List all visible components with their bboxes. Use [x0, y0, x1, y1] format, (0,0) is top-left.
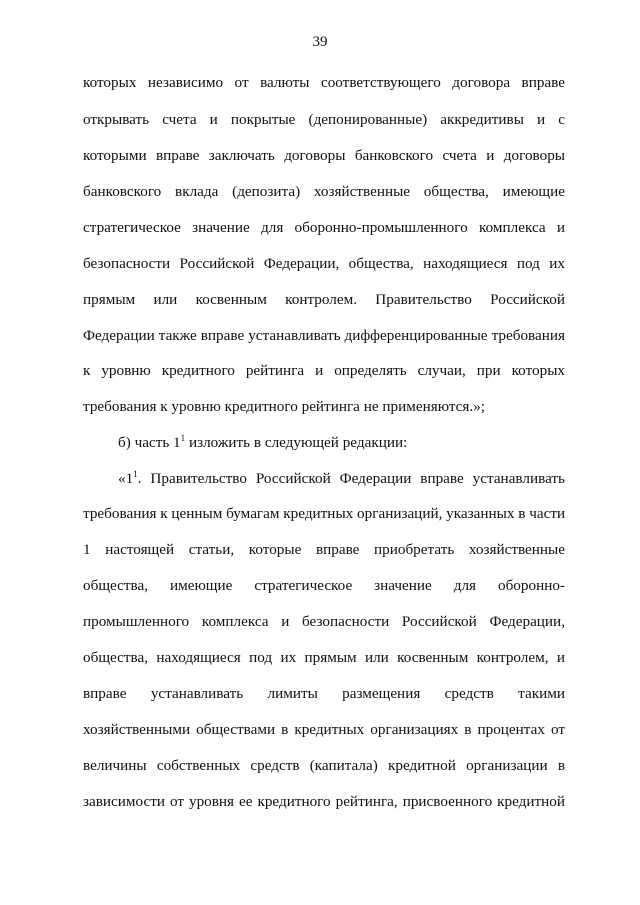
quote-start-line [118, 469, 565, 489]
quote-suffix: . Правительство Российской Федерации вправе устанавливать [137, 470, 565, 487]
page-number: 39 [312, 34, 328, 50]
text-line: требования к уровню кредитного рейтинга не применяются.»; [83, 398, 486, 415]
text-line: к уровню кредитного рейтинга и определять случаи, при которых [83, 362, 565, 379]
text-line: хозяйственными обществами в кредитных организациях в процентах от [83, 721, 565, 738]
superscript: 1 [180, 433, 186, 443]
superscript: 1 [133, 469, 138, 479]
text-line: требования к ценным бумагам кредитных организаций, указанных в части [83, 505, 566, 522]
text-line: промышленного комплекса и безопасности Российской Федерации, [83, 613, 565, 630]
text-line: Федерации также вправе устанавливать дифференцированные требования [83, 327, 565, 344]
item-b-line [118, 433, 565, 453]
text-line: зависимости от уровня ее кредитного рейтинга, присвоенного кредитной [83, 793, 565, 810]
text-line: стратегическое значение для оборонно-промышленного комплекса и [83, 219, 565, 236]
text-line: банковского вклада (депозита) хозяйственные общества, имеющие [83, 183, 565, 200]
text-line: вправе устанавливать лимиты размещения средств такими [83, 685, 565, 702]
text-line: величины собственных средств (капитала) кредитной организации в [83, 757, 565, 774]
text-line: общества, имеющие стратегическое значение для оборонно- [83, 577, 565, 594]
text-line: которыми вправе заключать договоры банковского счета и договоры [83, 147, 565, 164]
text-line: 1 настоящей статьи, которые вправе приобретать хозяйственные [83, 541, 565, 558]
text-line: которых независимо от валюты соответствующего договора вправе [83, 74, 565, 91]
text-line: открывать счета и покрытые (депонированные) аккредитивы и с [83, 111, 565, 128]
text-line: общества, находящиеся под их прямым или косвенным контролем, и [83, 649, 565, 666]
text-line: безопасности Российской Федерации, общества, находящиеся под их [83, 255, 565, 272]
text-line: прямым или косвенным контролем. Правительство Российской [83, 291, 565, 308]
item-b-prefix: б) часть 1 [118, 434, 181, 451]
item-b-suffix: изложить в следующей редакции: [185, 434, 408, 451]
quote-prefix: «1 [118, 470, 134, 487]
